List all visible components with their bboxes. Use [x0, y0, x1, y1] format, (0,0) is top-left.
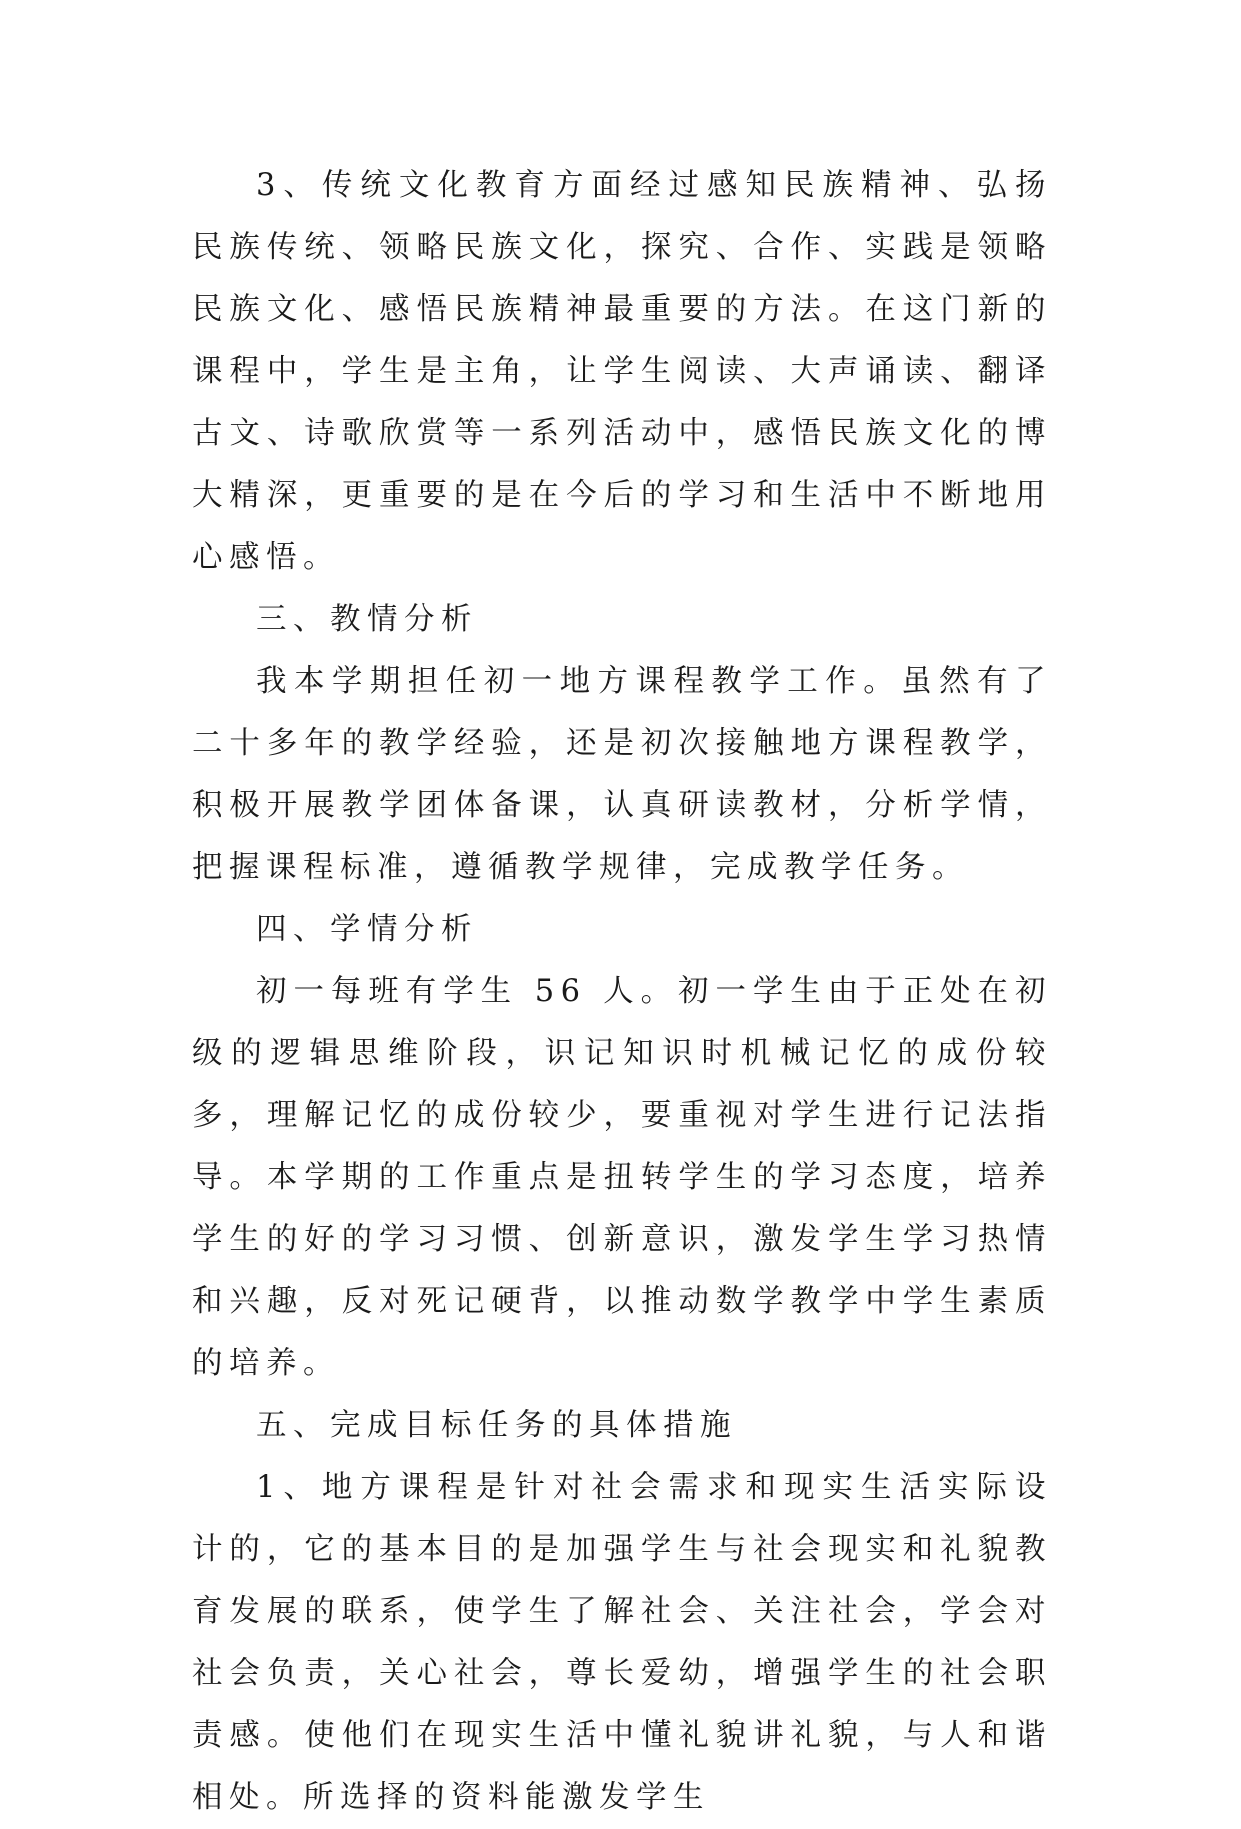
- paragraph-measures: 1、地方课程是针对社会需求和现实生活实际设计的，它的基本目的是加强学生与社会现实和礼貌教育发展的联系，使学生了解社会、关注社会，学会对社会负责，关心社会，尊长爱幼，增强学生的社会职责感。使他们在现实生活中懂礼貌讲礼貌，与人和谐相处。所选择的资料能激发学生: [192, 1470, 1052, 1815]
- document-page: [192, 155, 1052, 1829]
- paragraph-teaching-analysis: 我本学期担任初一地方课程教学工作。虽然有了二十多年的教学经验，还是初次接触地方课程教学，积极开展教学团体备课，认真研读教材，分析学情，把握课程标准，遵循教学规律，完成教学任务。: [192, 664, 1052, 885]
- paragraph-student-analysis: 初一每班有学生 56 人。初一学生由于正处在初级的逻辑思维阶段，识记知识时机械记忆的成份较多，理解记忆的成份较少，要重视对学生进行记法指导。本学期的工作重点是扭转学生的学习态度，培养学生的好的学习习惯、创新意识，激发学生学习热情和兴趣，反对死记硬背，以推动数学教学中学生素质的培养。: [192, 974, 1052, 1381]
- section-heading-student-analysis: 四、学情分析: [256, 912, 478, 947]
- section-heading-teaching-analysis: 三、教情分析: [256, 602, 478, 637]
- paragraph-traditional-culture: 3、传统文化教育方面经过感知民族精神、弘扬民族传统、领略民族文化，探究、合作、实践是领略民族文化、感悟民族精神最重要的方法。在这门新的课程中，学生是主角，让学生阅读、大声诵读、翻译古文、诗歌欣赏等一系列活动中，感悟民族文化的博大精深，更重要的是在今后的学习和生活中不断地用心感悟。: [192, 168, 1052, 575]
- section-heading-measures: 五、完成目标任务的具体措施: [256, 1408, 737, 1443]
